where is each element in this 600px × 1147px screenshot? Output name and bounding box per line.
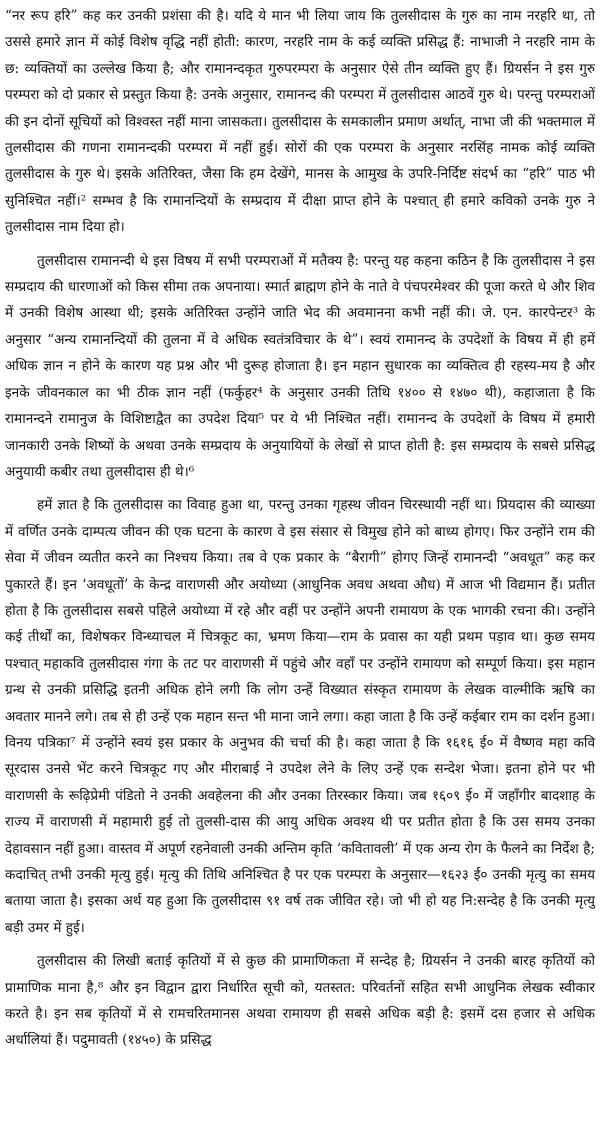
paragraph-3: हमें ज्ञात है कि तुलसीदास का विवाह हुआ था, परन्तु उनका गृहस्थ जीवन चिरस्थायी नहीं था। प्रियदास की व्याख्या में वर्णित उनके दाम्पत्य जीवन की एक घटना के कारण वे इस संसार से विमुख होने को बाध्य होगए। फिर उन्होंने राम की सेवा में जीवन व्यतीत करने का निश्चय किया। तब वे एक प्रकार के “बैरागी” होगए जिन्हें रामानन्दी “अवधूत” कह कर पुकारते हैं। इन ‘अवधूतों’ के केन्द्र वाराणसी और अयोध्या (आधुनिक अवध अथवा औध) में आज भी विद्यमान हैं। प्रतीत होता है कि तुलसीदास सबसे पहिले अयोध्या में रहे और वहीं पर उन्होंने अपनी रामायण के एक भागकी रचना की। उन्होंने कई तीर्थों का, विशेषकर विन्ध्याचल में चित्रकूट का, भ्रमण किया—राम के प्रवास का यही प्रथम पड़ाव था। कुछ समय पश्चात् महाकवि तुलसीदास गंगा के तट पर वाराणसी में पहुंचे और वहाँ पर उन्होंने रामायण को सम्पूर्ण किया। इस महान ग्रन्थ से उनकी प्रसिद्धि इतनी अधिक होने लगी कि लोग उन्हें विख्यात संस्कृत रामायण के लेखक वाल्मीकि ऋषि का अवतार मानने लगे। तब से ही उन्हें एक महान सन्त भी माना जाने लगा। कहा जाता है कि उन्हें कईबार राम का दर्शन हुआ। विनय पत्रिका⁷ में उन्होंने स्वयं इस प्रकार के अनुभव की चर्चा की है। कहा जाता है कि १६१६ ई० में वैष्णव महा कवि सूरदास उनसे भेंट करने चित्रकूट गए और मीराबाई ने उपदेश लेने के लिए उन्हें एक सन्देश भेजा। इतना होने पर भी वाराणसी के रूढ़िप्रेमी पंडितो ने उनकी अवहेलना की और उनका तिरस्कार किया। जब १६०९ ई० में जहाँगीर बादशाह के राज्य में वाराणसी में महामारी हुई तो तुलसी-दास की आयु अधिक अवश्य थी पर प्रतीत होता है कि उस समय उनका देहावसान नहीं हुआ। वास्तव में अपूर्ण रहनेवाली उनकी अन्तिम कृति ‘कवितावली’ में एक अन्य रोग के फैलने का निर्देश है; कदाचित् तभी उनकी मृत्यु हुई। मृत्यु की तिथि अनिश्चित है पर एक परम्परा के अनुसार—१६२३ ई० उनकी मृत्यु का समय बताया जाता है। इसका अर्थ यह हुआ कि तुलसीदास ९१ वर्ष तक जीवित रहे। जो भी हो यह नि:सन्देह है कि उनकी मृत्यु बड़ी उमर में हुई। [5, 497, 595, 936]
paragraph-4: तुलसीदास की लिखी बताई कृतियों में से कुछ की प्रामाणिकता में सन्देह है; ग्रियर्सन ने उनकी बारह कृतियों को प्रामाणिक माना है,⁸ और इन विद्वान द्वारा निर्धारित सूची को, यतस्तत: परिवर्तनों सहित सभी आधुनिक लेखक स्वीकार करते है। इन सब कृतियों में से रामचरितमानस अथवा रामायण ही सबसे अधिक बड़ी है: इसमें दस हजार से अधिक अर्धालियां हैं। पदुमावती (१४५०) के प्रसिद्ध [5, 953, 595, 1049]
paragraph-1: “नर रूप हरि” कह कर उनकी प्रशंसा की है। यदि ये मान भी लिया जाय कि तुलसीदास के गुरु का नाम नरहरि था, तो उससे हमारे ज्ञान में कोई विशेष वृद्धि नहीं होती: कारण, नरहरि नाम के कई व्यक्ति प्रसिद्ध हैं: नाभाजी ने नरहरि नाम के छ: व्यक्तियों का उल्लेख किया है; और रामानन्दकृत गुरुपरम्परा के अनुसार ऐसे तीन व्यक्ति हुए हैं। ग्रियर्सन ने इस गुरु परम्परा को दो प्रकार से प्रस्तुत किया है: उनके अनुसार, रामानन्द की परम्परा में तुलसीदास आठवें गुरु थे। परन्तु परम्पराओं की इन दोनों सूचियों को विश्वस्त नहीं माना जासकता। तुलसीदास के समकालीन प्रमाण अर्थात्, नाभा जी की भक्तमाल में तुलसीदास की गणना रामानन्दकी परम्परा में नहीं हुई। सोरों की एक परम्परा के अनुसार नरसिंह नामक कोई व्यक्ति तुलसीदास के गुरु थे। इसके अतिरिक्त, जैसा कि हम देखेंगे, मानस के आमुख के उपरि-निर्दिष्ट संदर्भ का “हरि” पाठ भी सुनिश्चित नहीं।² सम्भव है कि रामानन्दियों के सम्प्रदाय में दीक्षा प्राप्त होने के पश्चात् ही हमारे कविको उनके गुरु ने तुलसीदास नाम दिया हो। [5, 8, 595, 236]
paragraph-2: तुलसीदास रामानन्दी थे इस विषय में सभी परम्पराओं में मतैक्य है: परन्तु यह कहना कठिन है कि तुलसीदास ने इस सम्प्रदाय की धारणाओं को किस सीमा तक अपनाया। स्मार्त ब्राह्मण होने के नाते वे पंचपरमेश्वर की पूजा करते थे और शिव में उनकी विशेष आस्था थी; इसके अतिरिक्त उन्होंने जाति भेद की अवमानना कभी नहीं की। जे. एन. कारपेन्टर³ के अनुसार “अन्य रामानन्दियों की तुलना में वे अधिक स्वतंत्रविचार के थे”। स्वयं रामानन्द के उपदेशों के विषय में ही हमें अधिक ज्ञान न होने के कारण यह प्रश्न और भी दुरूह होजाता है। इन महान सुधारक का व्यक्तित्व ही रहस्य-मय है और इनके जीवनकाल का भी ठीक ज्ञान नहीं (फर्कुहर⁴ के अनुसार उनकी तिथि १४०० से १४७० थी), कहाजाता है कि रामानन्दने रामानुज के विशिष्टाद्वैत का उपदेश दिया⁵ पर ये भी निश्चित नहीं। रामानन्द के उपदेशों के विषय में हमारी जानकारी उनके शिष्यों के अथवा उनके सम्प्रदाय के अनुयायियों के लेखों से प्राप्त होती है: इस सम्प्रदाय के सबसे प्रसिद्ध अनुयायी कबीर तथा तुलसीदास ही थे।⁶ [5, 252, 595, 480]
